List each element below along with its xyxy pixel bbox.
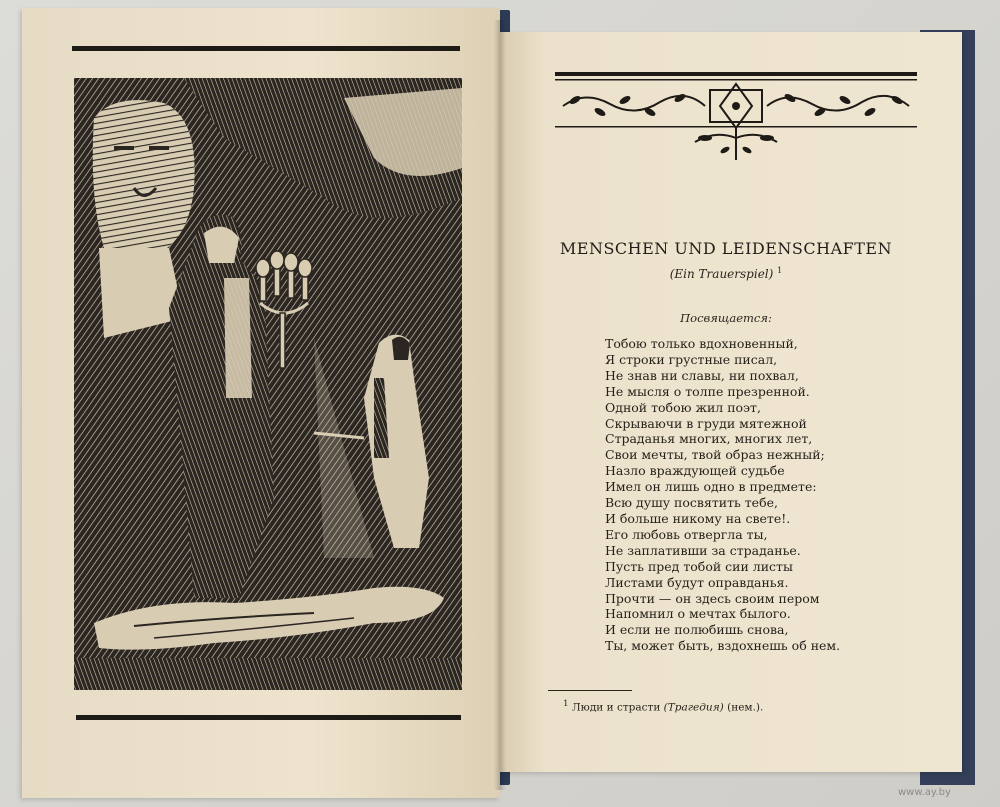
dedication-heading: Посвящается: [680,311,772,325]
footnote-italic: (Трагедия) [663,701,724,714]
poem-line: Страданья многих, многих лет, [605,431,813,447]
top-rule-left-page [72,46,460,51]
poem-line: Пусть пред тобой сии листы [605,558,793,574]
footnote [563,699,763,714]
poem-line: Листами будут оправданья. [605,574,789,590]
poem-line: Прочти — он здесь своим пером [605,590,820,606]
footnote-suffix: (нем.). [727,701,764,714]
poem-line: Свои мечты, твой образ нежный; [605,447,825,463]
poem-line: Его любовь отвергла ты, [605,526,768,542]
footnote-mark: 1 [777,266,783,275]
dedication-poem [605,336,905,654]
poem-line: Не знав ни славы, ни похвал, [605,367,799,383]
book-gutter [494,20,506,790]
ornament-svg [555,70,917,162]
poem-line: Не мысля о толпе презренной. [605,383,810,399]
poem-line: Имел он лишь одно в предмете: [605,479,817,495]
poem-line: Не заплативши за страданье. [605,542,801,558]
bottom-rule-left-page [76,715,461,720]
poem-line: Напомнил о мечтах былого. [605,606,791,622]
play-subtitle [520,266,932,281]
watermark: www.ay.by [898,787,951,798]
footnote-number: 1 [563,699,569,709]
poem-line: Одной тобою жил поэт, [605,399,761,415]
poem-line: Назло враждующей судьбе [605,463,785,479]
poem-line: И больше никому на свете!. [605,510,791,526]
poem-line: Я строки грустные писал, [605,351,778,367]
poem-line: Скрываючи в груди мятежной [605,415,807,431]
footnote-text: Люди и страсти [571,701,661,714]
footnote-rule [548,690,632,691]
poem-line: Всю душу посвятить тебе, [605,495,778,511]
play-title: MENSCHEN UND LEIDENSCHAFTEN [559,239,893,258]
decorative-ornament [555,70,917,162]
subtitle-text: (Ein Trauerspiel) [669,267,774,281]
poem-line: Ты, может быть, вздохнешь об нем. [605,638,841,654]
poem-line: И если не полюбишь снова, [605,622,789,638]
woodcut-svg [74,78,462,690]
poem-line: Тобою только вдохновенный, [605,336,798,351]
woodcut-illustration [74,78,462,690]
